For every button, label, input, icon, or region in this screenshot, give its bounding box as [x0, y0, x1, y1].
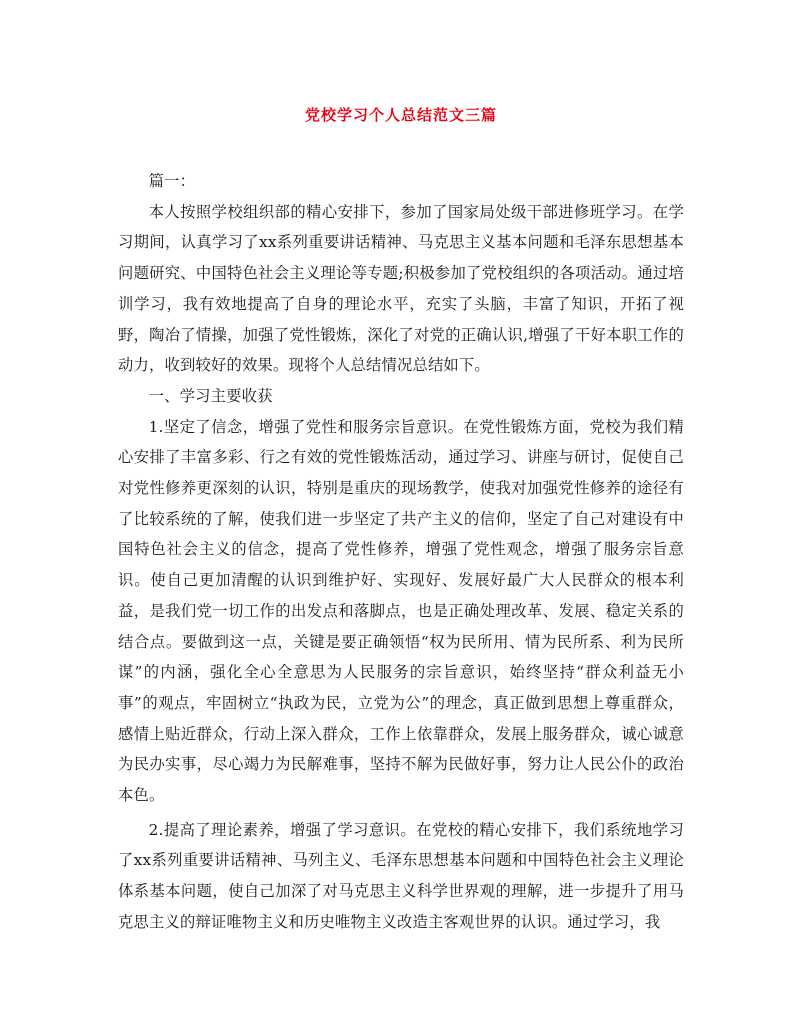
document-title: 党校学习个人总结范文三篇 [304, 106, 497, 124]
document-body [118, 166, 684, 938]
paragraph-point-2: 2.提高了理论素养，增强了学习意识。在党校的精心安排下，我们系统地学习了xx系列重要讲话精神、马列主义、毛泽东思想基本问题和中国特色社会主义理论体系基本问题，使自己加深了对马克思主义科学世界观的理解，进一步提升了用马克思主义的辩证唯物主义和历史唯物主义改造主客观世界的认识。通过学习，我 [118, 820, 684, 931]
paragraph-point-1: 1.坚定了信念，增强了党性和服务宗旨意识。在党性锻炼方面，党校为我们精心安排了丰富多彩、行之有效的党性锻炼活动，通过学习、讲座与研讨，促使自己对党性修养更深刻的认识，特别是重庆的现场教学，使我对加强党性修养的途径有了比较系统的了解，使我们进一步坚定了共产主义的信仰，坚定了自己对建设有中国特色社会主义的信念，提高了党性修养，增强了党性观念，增强了服务宗旨意识。使自己更加清醒的认识到维护好、实现好、发展好最广大人民群众的根本利益，是我们党一切工作的出发点和落脚点，也是正确处理改革、发展、稳定关系的结合点。要做到这一点，关键是要正确领悟“权为民所用、情为民所系、利为民所谋”的内涵，强化全心全意思为人民服务的宗旨意识，始终坚持“群众利益无小事”的观点，牢固树立“执政为民，立党为公”的理念，真正做到思想上尊重群众，感情上贴近群众，行动上深入群众，工作上依靠群众，发展上服务群众，诚心诚意为民办实事，尽心竭力为民解难事，坚持不解为民做好事，努力让人民公仆的政治本色。 [118, 417, 684, 805]
paragraph-heading: 一、学习主要收获 [148, 386, 273, 405]
paragraph-section-label: 篇一： [148, 172, 196, 190]
paragraph-intro: 本人按照学校组织部的精心安排下，参加了国家局处级干部进修班学习。在学习期间，认真学习了xx系列重要讲话精神、马克思主义基本问题和毛泽东思想基本问题研究、中国特色社会主义理论等专题;积极参加了党校组织的各项活动。通过培训学习，我有效地提高了自身的理论水平，充实了头脑，丰富了知识，开拓了视野，陶冶了情操，加强了党性锻炼，深化了对党的正确认识,增强了干好本职工作的动力，收到较好的效果。现将个人总结情况总结如下。 [118, 202, 684, 375]
